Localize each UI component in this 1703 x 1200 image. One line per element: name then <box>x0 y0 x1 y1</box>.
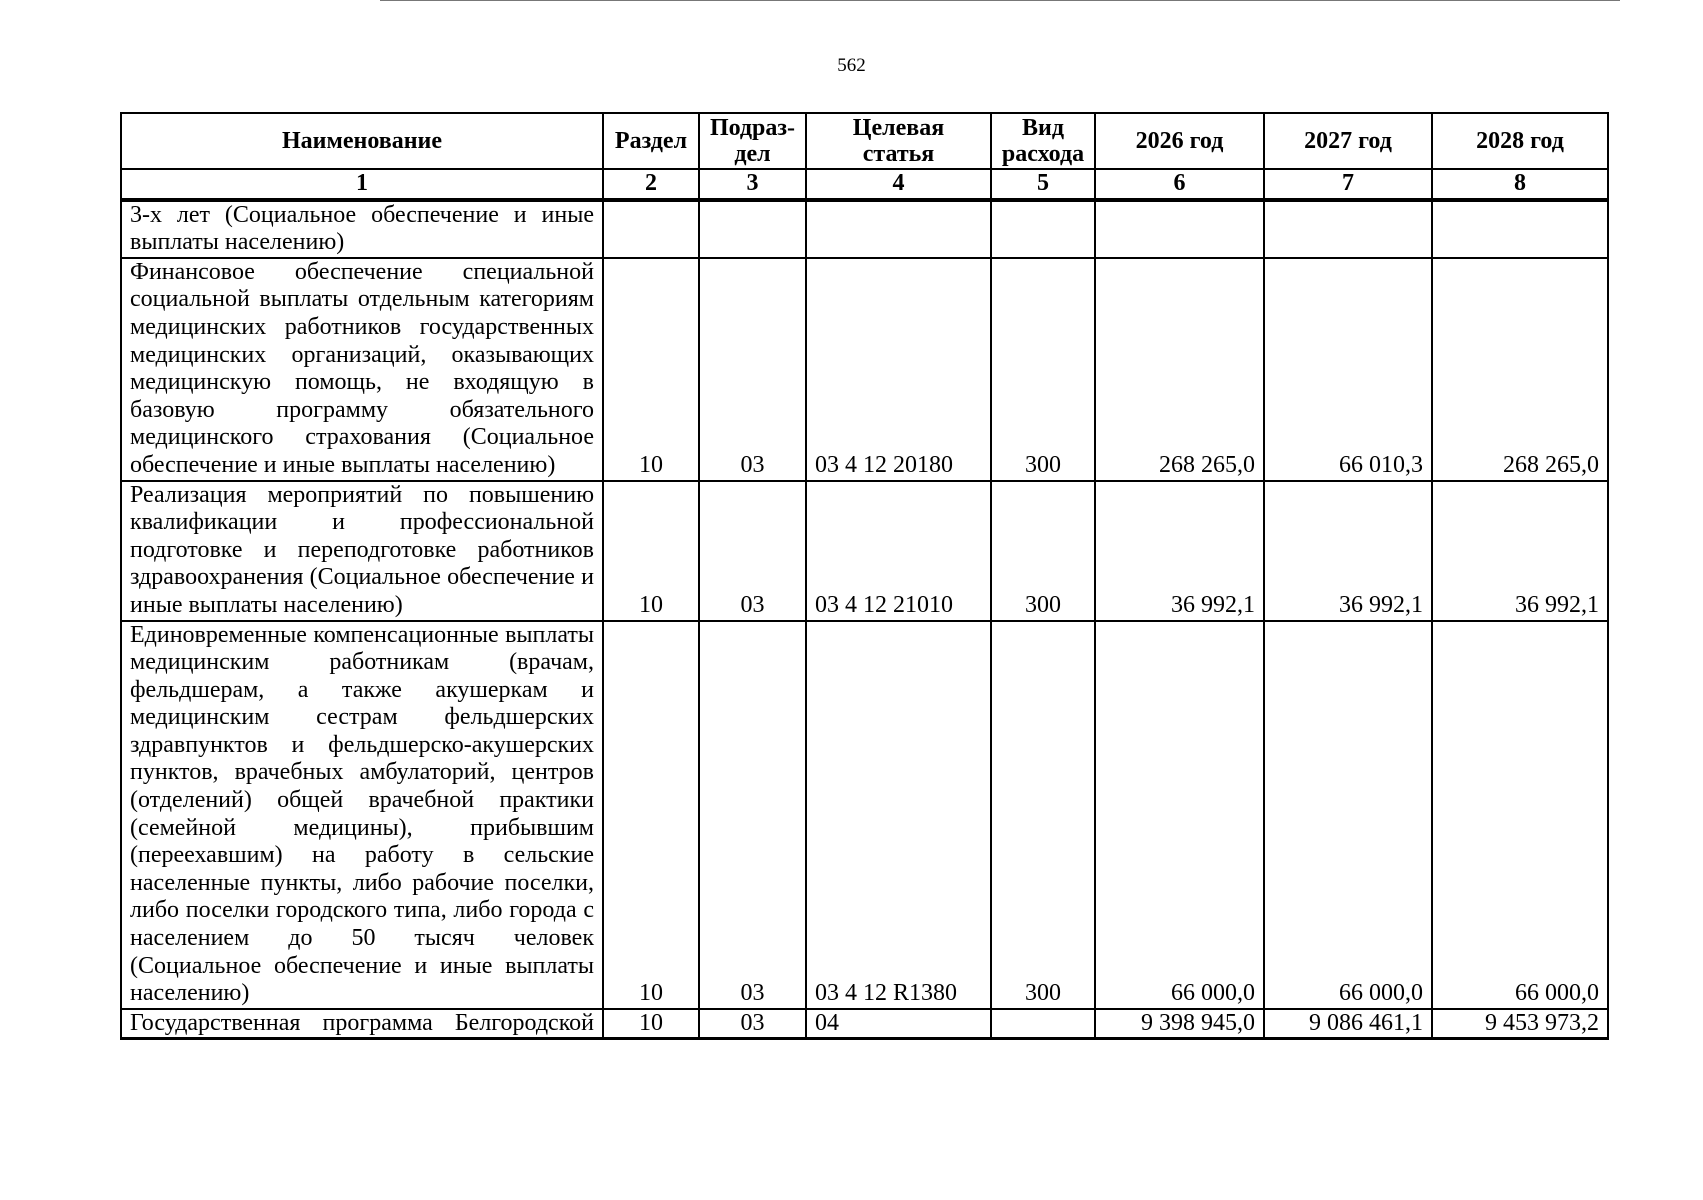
col-index-2: 2 <box>603 169 699 200</box>
column-index-row <box>121 169 1608 200</box>
row-section: 10 <box>603 481 699 621</box>
row-type <box>991 1009 1095 1039</box>
page-number: 562 <box>837 55 866 76</box>
row-name <box>121 481 603 621</box>
row-type: 300 <box>991 621 1095 1009</box>
row-target: 03 4 12 21010 <box>806 481 991 621</box>
header-name: Наименование <box>121 113 603 169</box>
row-name <box>121 200 603 258</box>
row-2028: 9 453 973,2 <box>1432 1009 1608 1039</box>
row-name-text: Государственная программа Белгородской <box>130 1009 594 1036</box>
row-subsection: 03 <box>699 481 806 621</box>
row-2028 <box>1432 200 1608 258</box>
row-name-text: Реализация мероприятий по повышению квалификации и профессиональной подготовке и переподготовке работников здравоохранения (Социальное обеспечение и иные выплаты населению) <box>130 481 594 618</box>
row-2027: 36 992,1 <box>1264 481 1432 621</box>
row-2027: 9 086 461,1 <box>1264 1009 1432 1039</box>
col-index-5: 5 <box>991 169 1095 200</box>
row-section: 10 <box>603 621 699 1009</box>
row-2028: 66 000,0 <box>1432 621 1608 1009</box>
row-subsection: 03 <box>699 621 806 1009</box>
budget-table <box>120 112 1609 1040</box>
table-row <box>121 258 1608 481</box>
row-2026: 66 000,0 <box>1095 621 1264 1009</box>
row-name-text: Единовременные компенсационные выплаты медицинским работникам (врачам, фельдшерам, а также акушеркам и медицинским сестрам фельдшерских здравпунктов и фельдшерско-акушерских пунктов, врачебных амбулаторий, центров (отделений) общей врачебной практики (семейной медицины), прибывшим (переехавшим) на работу в сельские населенные пункты, либо рабочие поселки, либо поселки городского типа, либо города с населением до 50 тысяч человек (Социальное обеспечение и иные выплаты населению) <box>130 621 594 1007</box>
top-rule <box>380 0 1620 2</box>
row-name <box>121 1009 603 1039</box>
row-2026: 36 992,1 <box>1095 481 1264 621</box>
row-type <box>991 200 1095 258</box>
table-row <box>121 481 1608 621</box>
row-section <box>603 200 699 258</box>
row-2026: 9 398 945,0 <box>1095 1009 1264 1039</box>
row-2028: 268 265,0 <box>1432 258 1608 481</box>
header-type-line1: Вид <box>1022 115 1064 141</box>
header-section: Раздел <box>603 113 699 169</box>
row-name <box>121 621 603 1009</box>
table-row <box>121 621 1608 1009</box>
header-target-line2: статья <box>862 141 935 167</box>
col-index-8: 8 <box>1432 169 1608 200</box>
row-type: 300 <box>991 481 1095 621</box>
header-subsection-line2: дел <box>734 141 771 167</box>
row-2027 <box>1264 200 1432 258</box>
table-row <box>121 200 1608 258</box>
header-2027: 2027 год <box>1264 113 1432 169</box>
row-name-text: 3-х лет (Социальное обеспечение и иные выплаты населению) <box>130 201 594 256</box>
row-target: 03 4 12 R1380 <box>806 621 991 1009</box>
header-subsection-line1: Подраз- <box>709 115 796 141</box>
header-type-line2: расхода <box>1001 141 1085 167</box>
row-2026 <box>1095 200 1264 258</box>
row-name-text: Финансовое обеспечение специальной социальной выплаты отдельным категориям медицинских работников государственных медицинских организаций, оказывающих медицинскую помощь, не входящую в базовую программу обязательного медицинского страхования (Социальное обеспечение и иные выплаты населению) <box>130 258 594 478</box>
header-2028: 2028 год <box>1432 113 1608 169</box>
row-subsection: 03 <box>699 258 806 481</box>
header-2026: 2026 год <box>1095 113 1264 169</box>
col-index-1: 1 <box>121 169 603 200</box>
header-type <box>991 113 1095 169</box>
row-name <box>121 258 603 481</box>
row-subsection: 03 <box>699 1009 806 1039</box>
row-2027: 66 000,0 <box>1264 621 1432 1009</box>
header-row <box>121 113 1608 169</box>
table-row <box>121 1009 1608 1039</box>
header-subsection <box>699 113 806 169</box>
row-2027: 66 010,3 <box>1264 258 1432 481</box>
row-target: 03 4 12 20180 <box>806 258 991 481</box>
header-target-line1: Целевая <box>852 115 945 141</box>
row-subsection <box>699 200 806 258</box>
col-index-3: 3 <box>699 169 806 200</box>
header-target <box>806 113 991 169</box>
col-index-6: 6 <box>1095 169 1264 200</box>
col-index-4: 4 <box>806 169 991 200</box>
row-target <box>806 200 991 258</box>
row-section: 10 <box>603 258 699 481</box>
row-2028: 36 992,1 <box>1432 481 1608 621</box>
col-index-7: 7 <box>1264 169 1432 200</box>
row-target: 04 <box>806 1009 991 1039</box>
row-section: 10 <box>603 1009 699 1039</box>
row-2026: 268 265,0 <box>1095 258 1264 481</box>
row-type: 300 <box>991 258 1095 481</box>
